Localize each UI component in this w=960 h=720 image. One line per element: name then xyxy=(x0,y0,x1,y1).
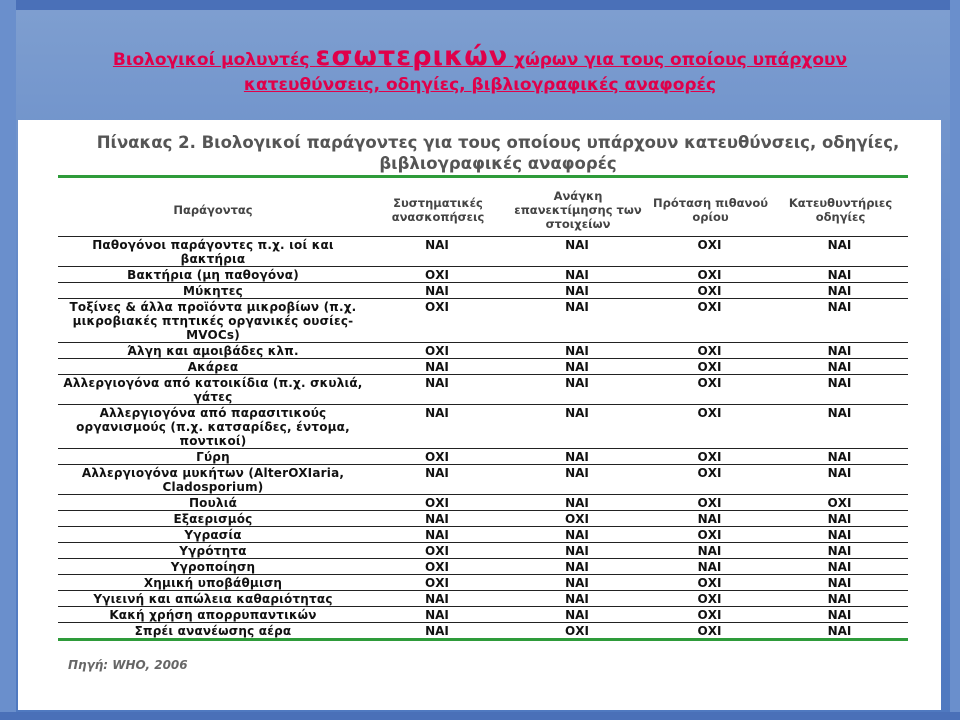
title-emphasis: εσωτερικών xyxy=(315,41,509,72)
guidelines-cell: ΟΧΙ xyxy=(773,495,908,511)
header-factor: Παράγοντας xyxy=(173,203,253,217)
systematic-reviews-cell: ΝΑΙ xyxy=(368,511,508,527)
table-row xyxy=(58,449,908,465)
systematic-reviews-cell: ΝΑΙ xyxy=(368,359,508,375)
limit-proposal-cell: ΟΧΙ xyxy=(648,359,773,375)
table-row xyxy=(58,575,908,591)
limit-proposal-cell: ΟΧΙ xyxy=(648,495,773,511)
limit-proposal-cell: ΟΧΙ xyxy=(648,527,773,543)
table-row xyxy=(58,267,908,283)
systematic-reviews-cell: ΟΧΙ xyxy=(368,575,508,591)
reassessment-need-cell: ΝΑΙ xyxy=(508,375,648,405)
limit-proposal-cell: ΟΧΙ xyxy=(648,267,773,283)
slide-left-border xyxy=(0,0,16,720)
reassessment-need-cell: ΟΧΙ xyxy=(508,623,648,639)
slide-bottom-border xyxy=(0,712,960,720)
systematic-reviews-cell: ΟΧΙ xyxy=(368,543,508,559)
guidelines-cell: ΝΑΙ xyxy=(773,405,908,449)
table-row xyxy=(58,375,908,405)
reassessment-need-cell: ΝΑΙ xyxy=(508,359,648,375)
factor-cell: Βακτήρια (μη παθογόνα) xyxy=(58,267,368,283)
reassessment-need-cell: ΝΑΙ xyxy=(508,543,648,559)
reassessment-need-cell: ΝΑΙ xyxy=(508,607,648,623)
caption-line-1: Πίνακας 2. Βιολογικοί παράγοντες για τους οποίους υπάρχουν κατευθύνσεις, οδηγίες, xyxy=(96,133,900,152)
guidelines-cell: ΝΑΙ xyxy=(773,267,908,283)
limit-proposal-cell: ΟΧΙ xyxy=(648,591,773,607)
systematic-reviews-cell: ΝΑΙ xyxy=(368,527,508,543)
factor-cell: Υγρασία xyxy=(58,527,368,543)
guidelines-cell: ΝΑΙ xyxy=(773,511,908,527)
header-systematic-reviews: Συστηματικές ανασκοπήσεις xyxy=(391,196,485,224)
guidelines-cell: ΝΑΙ xyxy=(773,591,908,607)
table-header-row xyxy=(58,184,908,237)
table-top-rule xyxy=(58,175,908,178)
limit-proposal-cell: ΟΧΙ xyxy=(648,623,773,639)
slide-right-border xyxy=(950,0,960,720)
limit-proposal-cell: ΝΑΙ xyxy=(648,559,773,575)
slide-title-line-1 xyxy=(40,41,920,73)
systematic-reviews-cell: ΝΑΙ xyxy=(368,623,508,639)
systematic-reviews-cell: ΟΧΙ xyxy=(368,559,508,575)
guidelines-cell: ΝΑΙ xyxy=(773,607,908,623)
limit-proposal-cell: ΟΧΙ xyxy=(648,375,773,405)
reassessment-need-cell: ΝΑΙ xyxy=(508,283,648,299)
reassessment-need-cell: ΝΑΙ xyxy=(508,575,648,591)
table-row xyxy=(58,527,908,543)
limit-proposal-cell: ΟΧΙ xyxy=(648,237,773,267)
limit-proposal-cell: ΝΑΙ xyxy=(648,511,773,527)
limit-proposal-cell: ΟΧΙ xyxy=(648,405,773,449)
guidelines-cell: ΝΑΙ xyxy=(773,623,908,639)
limit-proposal-cell: ΝΑΙ xyxy=(648,543,773,559)
factor-cell: Ακάρεα xyxy=(58,359,368,375)
header-limit-proposal: Πρόταση πιθανού ορίου xyxy=(652,196,769,224)
guidelines-cell: ΝΑΙ xyxy=(773,449,908,465)
factor-cell: Μύκητες xyxy=(58,283,368,299)
guidelines-cell: ΝΑΙ xyxy=(773,283,908,299)
guidelines-cell: ΝΑΙ xyxy=(773,575,908,591)
reassessment-need-cell: ΝΑΙ xyxy=(508,267,648,283)
table-row xyxy=(58,405,908,449)
table-row xyxy=(58,559,908,575)
reassessment-need-cell: ΝΑΙ xyxy=(508,591,648,607)
systematic-reviews-cell: ΟΧΙ xyxy=(368,343,508,359)
factor-cell: Εξαερισμός xyxy=(58,511,368,527)
reassessment-need-cell: ΝΑΙ xyxy=(508,559,648,575)
table-row xyxy=(58,343,908,359)
factor-cell: Αλλεργιογόνα από κατοικίδια (π.χ. σκυλιά, γάτες xyxy=(58,375,368,405)
factor-cell: Υγιεινή και απώλεια καθαριότητας xyxy=(58,591,368,607)
table-row xyxy=(58,299,908,343)
limit-proposal-cell: ΟΧΙ xyxy=(648,465,773,495)
table-row xyxy=(58,283,908,299)
header-reassessment-need: Ανάγκη επανεκτίμησης των στοιχείων xyxy=(514,189,642,231)
caption-line-2: βιβλιογραφικές αναφορές xyxy=(379,154,617,173)
systematic-reviews-cell: ΝΑΙ xyxy=(368,591,508,607)
limit-proposal-cell: ΟΧΙ xyxy=(648,607,773,623)
reassessment-need-cell: ΝΑΙ xyxy=(508,237,648,267)
factor-cell: Υγρότητα xyxy=(58,543,368,559)
systematic-reviews-cell: ΟΧΙ xyxy=(368,267,508,283)
table-row xyxy=(58,359,908,375)
slide-title-line-2: κατευθύνσεις, οδηγίες, βιβλιογραφικές αναφορές xyxy=(243,75,717,95)
table-row xyxy=(58,495,908,511)
limit-proposal-cell: ΟΧΙ xyxy=(648,343,773,359)
reassessment-need-cell: ΟΧΙ xyxy=(508,511,648,527)
systematic-reviews-cell: ΟΧΙ xyxy=(368,495,508,511)
systematic-reviews-cell: ΟΧΙ xyxy=(368,449,508,465)
reassessment-need-cell: ΝΑΙ xyxy=(508,527,648,543)
header-guidelines: Κατευθυντήριες οδηγίες xyxy=(788,196,893,224)
slide-title xyxy=(40,41,920,98)
table-bottom-rule xyxy=(58,638,908,641)
systematic-reviews-cell: ΝΑΙ xyxy=(368,283,508,299)
guidelines-cell: ΝΑΙ xyxy=(773,237,908,267)
factor-cell: Αλλεργιογόνα από παρασιτικούς οργανισμούς (π.χ. κατσαρίδες, έντομα, ποντικοί) xyxy=(58,405,368,449)
table-row xyxy=(58,543,908,559)
table-row xyxy=(58,511,908,527)
factor-cell: Αλλεργιογόνα μυκήτων (AlterOXIaria, Cladosporium) xyxy=(58,465,368,495)
slide-top-border xyxy=(0,0,960,10)
systematic-reviews-cell: ΝΑΙ xyxy=(368,375,508,405)
factor-cell: Άλγη και αμοιβάδες κλπ. xyxy=(58,343,368,359)
reassessment-need-cell: ΝΑΙ xyxy=(508,343,648,359)
factor-cell: Πουλιά xyxy=(58,495,368,511)
systematic-reviews-cell: ΟΧΙ xyxy=(368,299,508,343)
systematic-reviews-cell: ΝΑΙ xyxy=(368,607,508,623)
table-image-panel xyxy=(18,120,941,710)
factor-cell: Σπρέι ανανέωσης αέρα xyxy=(58,623,368,639)
factor-cell: Γύρη xyxy=(58,449,368,465)
limit-proposal-cell: ΟΧΙ xyxy=(648,283,773,299)
table-row xyxy=(58,465,908,495)
table-row xyxy=(58,237,908,267)
factor-cell: Κακή χρήση απορρυπαντικών xyxy=(58,607,368,623)
factor-cell: Υγροποίηση xyxy=(58,559,368,575)
guidelines-cell: ΝΑΙ xyxy=(773,527,908,543)
limit-proposal-cell: ΟΧΙ xyxy=(648,299,773,343)
factor-cell: Χημική υποβάθμιση xyxy=(58,575,368,591)
systematic-reviews-cell: ΝΑΙ xyxy=(368,237,508,267)
limit-proposal-cell: ΟΧΙ xyxy=(648,575,773,591)
systematic-reviews-cell: ΝΑΙ xyxy=(368,465,508,495)
limit-proposal-cell: ΟΧΙ xyxy=(648,449,773,465)
reassessment-need-cell: ΝΑΙ xyxy=(508,299,648,343)
table-caption xyxy=(68,132,928,174)
guidelines-cell: ΝΑΙ xyxy=(773,465,908,495)
reassessment-need-cell: ΝΑΙ xyxy=(508,495,648,511)
title-pre: Βιολογικοί μολυντές xyxy=(112,50,316,70)
systematic-reviews-cell: ΝΑΙ xyxy=(368,405,508,449)
guidelines-cell: ΝΑΙ xyxy=(773,343,908,359)
title-post: χώρων για τους οποίους υπάρχουν xyxy=(508,50,848,70)
reassessment-need-cell: ΝΑΙ xyxy=(508,405,648,449)
factor-cell: Παθογόνοι παράγοντες π.χ. ιοί και βακτήρια xyxy=(58,237,368,267)
guidelines-cell: ΝΑΙ xyxy=(773,299,908,343)
reassessment-need-cell: ΝΑΙ xyxy=(508,465,648,495)
guidelines-cell: ΝΑΙ xyxy=(773,543,908,559)
reassessment-need-cell: ΝΑΙ xyxy=(508,449,648,465)
factor-cell: Τοξίνες & άλλα προϊόντα μικροβίων (π.χ. μικροβιακές πτητικές οργανικές ουσίες-MVOCs) xyxy=(58,299,368,343)
table-row xyxy=(58,607,908,623)
guidelines-cell: ΝΑΙ xyxy=(773,359,908,375)
table-source: Πηγή: WHO, 2006 xyxy=(68,658,188,672)
factors-table xyxy=(58,184,908,639)
guidelines-cell: ΝΑΙ xyxy=(773,375,908,405)
guidelines-cell: ΝΑΙ xyxy=(773,559,908,575)
table-row xyxy=(58,623,908,639)
table-row xyxy=(58,591,908,607)
